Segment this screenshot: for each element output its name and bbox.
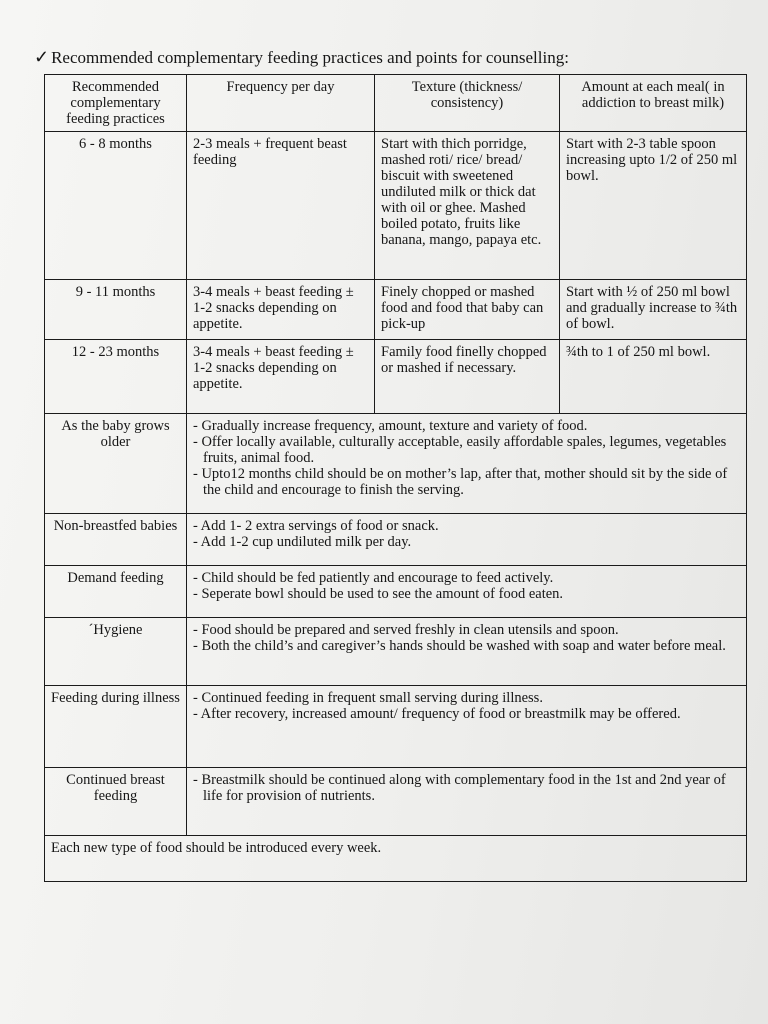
advice-point: - Continued feeding in frequent small serving during illness.	[193, 690, 543, 706]
advice-point: - Breastmilk should be continued along with complementary food in the 1st and 2nd year of life for provision of nutrients.	[193, 772, 726, 804]
page-title: Recommended complementary feeding practices and points for counselling:	[51, 48, 569, 67]
advice-point: - Child should be fed patiently and encourage to feed actively.	[193, 570, 554, 586]
advice-point: - After recovery, increased amount/ frequency of food or breastmilk may be offered.	[193, 706, 681, 722]
table-header-row	[45, 75, 747, 132]
advice-point: - Gradually increase frequency, amount, texture and variety of food.	[193, 418, 588, 434]
advice-point: - Both the child’s and caregiver’s hands should be washed with soap and water before meal.	[193, 638, 726, 654]
header-practices: Recommended complementary feeding practices	[45, 75, 187, 132]
advice-label: As the baby grows older	[45, 414, 187, 514]
table-row	[45, 132, 747, 280]
header-frequency: Frequency per day	[187, 75, 375, 132]
table-row	[45, 514, 747, 566]
advice-points	[187, 768, 747, 836]
advice-point: - Offer locally available, culturally acceptable, easily affordable spales, legumes, vegetables fruits, animal food.	[193, 434, 727, 466]
advice-label: Feeding during illness	[45, 686, 187, 768]
advice-point: - Food should be prepared and served freshly in clean utensils and spoon.	[193, 622, 619, 638]
advice-points	[187, 566, 747, 618]
amount-cell: Start with ½ of 250 ml bowl and gradually increase to ¾th of bowl.	[560, 280, 747, 340]
footer-note: Each new type of food should be introduced every week.	[45, 836, 747, 882]
advice-points	[187, 514, 747, 566]
advice-points	[187, 414, 747, 514]
age-cell: 9 - 11 months	[45, 280, 187, 340]
age-cell: 12 - 23 months	[45, 340, 187, 414]
advice-label: Non-breastfed babies	[45, 514, 187, 566]
advice-label: ´Hygiene	[45, 618, 187, 686]
header-texture: Texture (thickness/ consistency)	[375, 75, 560, 132]
texture-cell: Family food finelly chopped or mashed if necessary.	[375, 340, 560, 414]
advice-label: Demand feeding	[45, 566, 187, 618]
table-row	[45, 768, 747, 836]
table-row	[45, 686, 747, 768]
advice-point: - Add 1-2 cup undiluted milk per day.	[193, 534, 412, 550]
texture-cell: Start with thich porridge, mashed roti/ rice/ bread/ biscuit with sweetened undiluted milk or thick dat with oil or ghee. Mashed boiled potato, fruits like banana, mango, papaya etc.	[375, 132, 560, 280]
document-heading	[34, 46, 754, 69]
table-row	[45, 618, 747, 686]
texture-cell: Finely chopped or mashed food and food that baby can pick-up	[375, 280, 560, 340]
frequency-cell: 2-3 meals + frequent beast feeding	[187, 132, 375, 280]
frequency-cell: 3-4 meals + beast feeding ± 1-2 snacks depending on appetite.	[187, 340, 375, 414]
advice-point: - Seperate bowl should be used to see the amount of food eaten.	[193, 586, 564, 602]
amount-cell: ¾th to 1 of 250 ml bowl.	[560, 340, 747, 414]
advice-point: - Upto12 months child should be on mother’s lap, after that, mother should sit by the side of the child and encourage to finish the serving.	[193, 466, 728, 498]
advice-point: - Add 1- 2 extra servings of food or snack.	[193, 518, 439, 534]
table-row	[45, 836, 747, 882]
advice-points	[187, 686, 747, 768]
amount-cell: Start with 2-3 table spoon increasing upto 1/2 of 250 ml bowl.	[560, 132, 747, 280]
table-row	[45, 340, 747, 414]
advice-points	[187, 618, 747, 686]
header-amount: Amount at each meal( in addiction to breast milk)	[560, 75, 747, 132]
feeding-table	[44, 74, 747, 882]
table-row	[45, 566, 747, 618]
table-row	[45, 414, 747, 514]
table-row	[45, 280, 747, 340]
advice-label: Continued breast feeding	[45, 768, 187, 836]
age-cell: 6 - 8 months	[45, 132, 187, 280]
frequency-cell: 3-4 meals + beast feeding ± 1-2 snacks depending on appetite.	[187, 280, 375, 340]
check-mark-icon: ✓	[34, 47, 50, 67]
